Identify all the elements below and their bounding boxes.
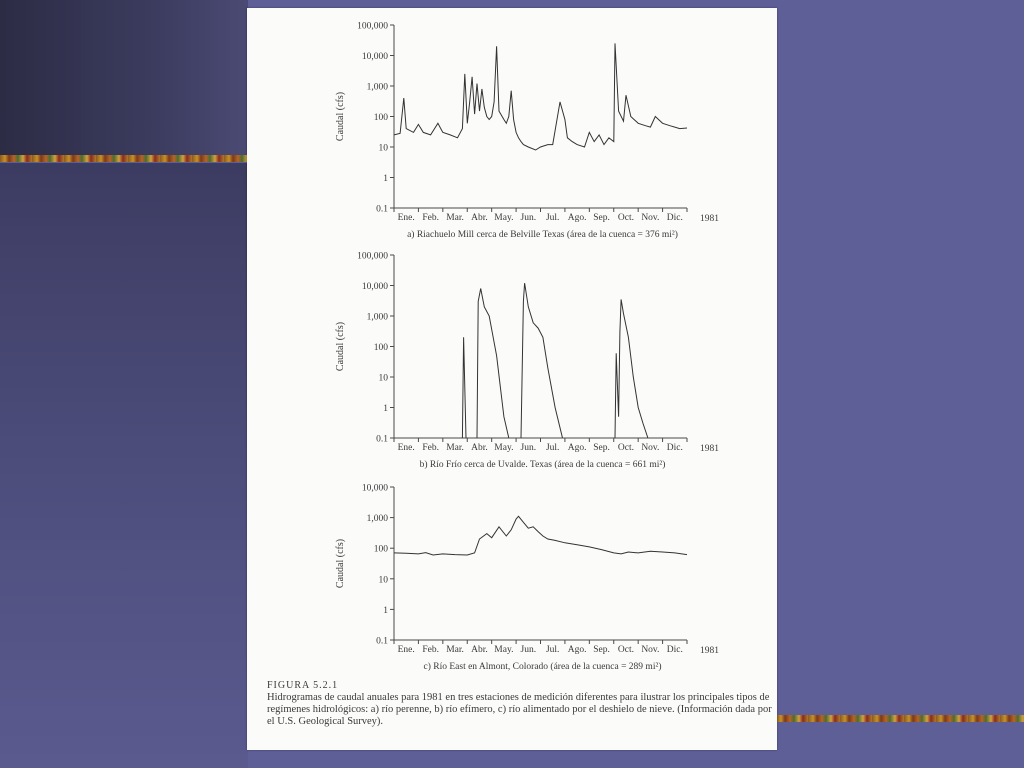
x-tick-label: Dic. bbox=[666, 213, 683, 223]
x-tick-label: May. bbox=[494, 443, 514, 453]
y-tick-label: 100 bbox=[373, 113, 388, 123]
y-tick-label: 1 bbox=[383, 404, 388, 414]
y-axis-title: Caudal (cfs) bbox=[335, 538, 346, 589]
y-tick-label: 100,000 bbox=[357, 251, 388, 262]
x-tick-label: Nov. bbox=[641, 645, 660, 655]
x-tick-label: Jul. bbox=[545, 213, 560, 223]
series-line bbox=[477, 289, 509, 439]
x-tick-label: Jun. bbox=[520, 443, 537, 453]
y-tick-label: 10 bbox=[378, 373, 388, 384]
y-tick-label: 0.1 bbox=[376, 204, 388, 215]
y-tick-label: 0.1 bbox=[376, 636, 388, 647]
x-tick-label: May. bbox=[494, 645, 514, 655]
y-tick-label: 1,000 bbox=[366, 514, 388, 525]
x-tick-label: May. bbox=[494, 213, 514, 223]
x-tick-label: Abr. bbox=[471, 645, 488, 655]
x-tick-label: Jul. bbox=[545, 443, 560, 453]
scanned-figure-page bbox=[247, 8, 777, 750]
x-tick-label: Ene. bbox=[397, 213, 415, 223]
x-tick-label: Nov. bbox=[641, 213, 660, 223]
year-label: 1981 bbox=[700, 214, 719, 224]
year-label: 1981 bbox=[700, 646, 719, 656]
x-tick-label: Ago. bbox=[567, 443, 587, 453]
y-tick-label: 10 bbox=[378, 575, 388, 586]
x-tick-label: Abr. bbox=[471, 213, 488, 223]
figure-caption-text: Hidrogramas de caudal anuales para 1981 en tres estaciones de medición diferentes para ilustrar los principales tipos de regímenes hidrológicos: a) río perenne, b) río efímero, c) río alimentado por el deshielo de nieve. (Información dada por el U.S. Geological Survey). bbox=[267, 692, 772, 727]
slide-dark-corner bbox=[0, 0, 248, 155]
x-tick-label: Jun. bbox=[520, 645, 537, 655]
x-tick-label: Nov. bbox=[641, 443, 660, 453]
panel-title: a) Riachuelo Mill cerca de Belville Texas (área de la cuenca = 376 mi²) bbox=[407, 230, 678, 240]
x-tick-label: Jul. bbox=[545, 645, 560, 655]
x-tick-label: Jun. bbox=[520, 213, 537, 223]
x-tick-label: Oct. bbox=[617, 443, 635, 453]
x-tick-label: Sep. bbox=[593, 443, 610, 453]
y-axis-title: Caudal (cfs) bbox=[335, 321, 346, 372]
x-tick-label: Ago. bbox=[567, 213, 587, 223]
series-line bbox=[521, 283, 563, 438]
y-tick-label: 10,000 bbox=[361, 483, 388, 494]
x-tick-label: Ene. bbox=[397, 645, 415, 655]
series-line bbox=[394, 43, 687, 150]
panel-title: b) Río Frío cerca de Uvalde. Texas (área de la cuenca = 661 mi²) bbox=[419, 460, 666, 470]
slide-left-panel bbox=[0, 163, 248, 768]
x-tick-label: Oct. bbox=[617, 645, 635, 655]
y-tick-label: 0.1 bbox=[376, 434, 388, 445]
y-tick-label: 1 bbox=[383, 605, 388, 616]
y-tick-label: 10,000 bbox=[361, 52, 388, 62]
x-tick-label: Mar. bbox=[446, 645, 464, 655]
series-line bbox=[462, 337, 466, 438]
x-tick-label: Feb. bbox=[422, 645, 439, 655]
y-tick-label: 100,000 bbox=[357, 21, 388, 32]
x-tick-label: Oct. bbox=[617, 213, 635, 223]
y-tick-label: 100 bbox=[373, 544, 388, 555]
figure-caption bbox=[267, 680, 772, 728]
x-tick-label: Dic. bbox=[666, 443, 683, 453]
panel-title: c) Río East en Almont, Colorado (área de la cuenca = 289 mi²) bbox=[423, 662, 662, 672]
series-line bbox=[394, 516, 687, 555]
x-tick-label: Sep. bbox=[593, 645, 610, 655]
hydrograph-figure bbox=[247, 8, 777, 750]
x-tick-label: Mar. bbox=[446, 443, 464, 453]
y-tick-label: 10,000 bbox=[361, 282, 388, 292]
x-tick-label: Ene. bbox=[397, 443, 415, 453]
x-tick-label: Dic. bbox=[666, 645, 683, 655]
y-tick-label: 1,000 bbox=[366, 312, 388, 323]
y-tick-label: 1,000 bbox=[366, 82, 388, 93]
figure-number: FIGURA 5.2.1 bbox=[267, 680, 339, 691]
x-tick-label: Ago. bbox=[567, 645, 587, 655]
decorative-stripe-left bbox=[0, 155, 248, 162]
decorative-stripe-right bbox=[776, 715, 1024, 722]
y-axis-title: Caudal (cfs) bbox=[335, 91, 346, 142]
x-tick-label: Feb. bbox=[422, 443, 439, 453]
y-tick-label: 1 bbox=[383, 174, 388, 184]
x-tick-label: Feb. bbox=[422, 213, 439, 223]
series-line bbox=[615, 299, 648, 438]
y-tick-label: 10 bbox=[378, 143, 388, 154]
x-tick-label: Mar. bbox=[446, 213, 464, 223]
y-tick-label: 100 bbox=[373, 343, 388, 353]
year-label: 1981 bbox=[700, 444, 719, 454]
x-tick-label: Abr. bbox=[471, 443, 488, 453]
x-tick-label: Sep. bbox=[593, 213, 610, 223]
